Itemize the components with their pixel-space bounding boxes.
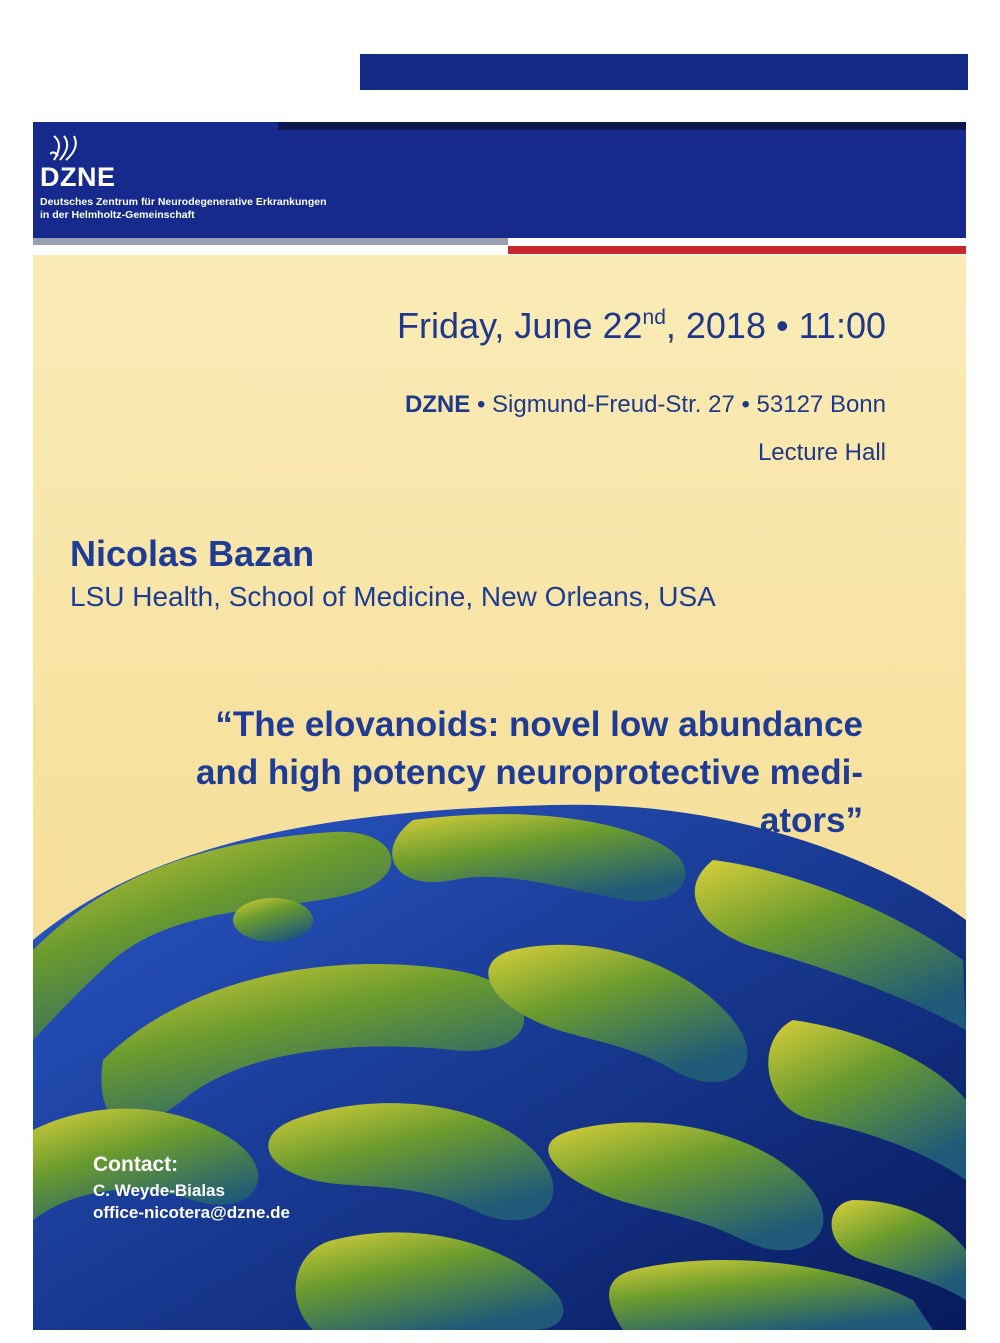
talk-title-line-1: “The elovanoids: novel low abundance (215, 705, 863, 744)
event-date-time (397, 305, 886, 347)
speaker-affiliation: LSU Health, School of Medicine, New Orleans, USA (70, 581, 716, 612)
venue-name: DZNE (404, 391, 471, 418)
event-room: Lecture Hall (757, 439, 886, 466)
date-day: Friday, June 22 (397, 305, 643, 346)
venue-address: • Sigmund-Freud-Str. 27 • 53127 Bonn (470, 391, 886, 418)
talk-title-line-2: and high potency neuroprotective medi- (195, 753, 863, 792)
contact-label: Contact: (93, 1153, 179, 1176)
contact-name: C. Weyde-Bialas (93, 1181, 225, 1200)
logo-sub-line-2: in der Helmholtz-Gemeinschaft (40, 209, 195, 221)
contact-block (93, 1153, 290, 1224)
date-ordinal-suffix: nd (642, 306, 666, 329)
dzne-logo-text: DZNE (40, 162, 116, 192)
talk-title (43, 701, 863, 845)
red-stripe (508, 246, 966, 254)
date-year-time: , 2018 • 11:00 (665, 305, 886, 346)
brain-illustration (33, 800, 966, 1330)
talk-title-line-3: ators” (759, 801, 863, 840)
poster-body (33, 255, 966, 1330)
gray-stripe (33, 238, 508, 245)
top-color-bar (360, 54, 968, 90)
header-dark-edge (278, 122, 966, 130)
event-venue (405, 391, 886, 419)
speaker-name: Nicolas Bazan (70, 533, 315, 574)
contact-email: office-nicotera@dzne.de (93, 1203, 290, 1222)
dzne-logo-subtitle (40, 196, 327, 222)
logo-sub-line-1: Deutsches Zentrum für Neurodegenerative Erkrankungen (40, 196, 327, 208)
dzne-header-banner (33, 122, 966, 238)
dzne-signal-arcs-icon (50, 134, 90, 164)
